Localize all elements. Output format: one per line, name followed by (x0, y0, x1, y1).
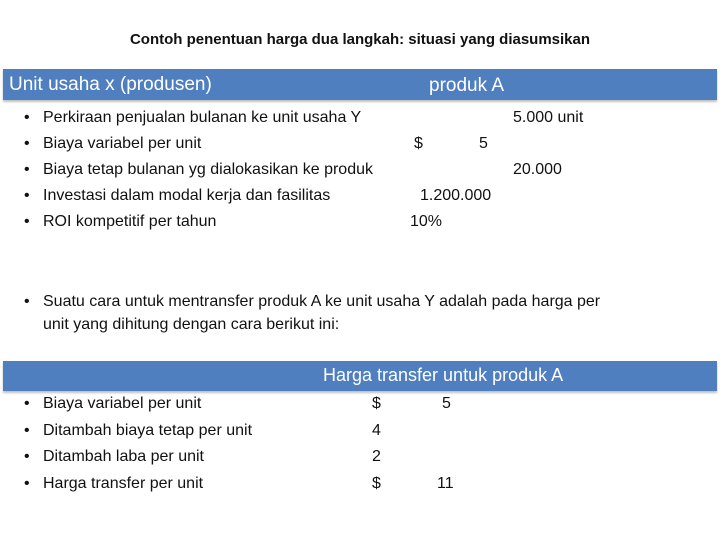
item-label: Biaya variabel per unit (43, 135, 202, 152)
bullet-icon: • (24, 135, 30, 152)
bullet-icon: • (24, 475, 30, 492)
bullet-icon: • (24, 293, 30, 310)
item-currency: $ (414, 135, 423, 152)
header-bar-producer (3, 69, 717, 100)
bullet-icon: • (24, 395, 30, 412)
product-label: produk A (429, 75, 504, 96)
item-col2: 11 (437, 475, 454, 492)
bullet-icon: • (24, 213, 30, 230)
bullet-icon: • (24, 187, 30, 204)
bullet-icon: • (24, 422, 30, 439)
item-col1: $ (372, 475, 381, 492)
item-label: Ditambah biaya tetap per unit (43, 422, 253, 439)
item-label: Ditambah laba per unit (43, 448, 204, 465)
item-value: 5.000 unit (513, 109, 584, 126)
paragraph-line-2: unit yang dihitung dengan cara berikut ini: (43, 316, 340, 333)
bullet-icon: • (24, 109, 30, 126)
item-col1: 2 (372, 448, 381, 465)
item-label: ROI kompetitif per tahun (43, 213, 217, 230)
item-col1: 4 (372, 422, 381, 439)
item-label: Investasi dalam modal kerja dan fasilitas (43, 187, 331, 204)
item-label: Biaya variabel per unit (43, 395, 202, 412)
bullet-icon: • (24, 448, 30, 465)
paragraph-line-1: Suatu cara untuk mentransfer produk A ke unit usaha Y adalah pada harga per (43, 293, 601, 310)
item-value: 1.200.000 (420, 187, 492, 204)
slide-title: Contoh penentuan harga dua langkah: situasi yang diasumsikan (129, 31, 591, 48)
item-col2: 5 (442, 395, 451, 412)
item-value: 20.000 (513, 161, 562, 178)
item-label: Harga transfer per unit (43, 475, 204, 492)
item-label: Biaya tetap bulanan yg dialokasikan ke produk (43, 161, 373, 178)
item-label: Perkiraan penjualan bulanan ke unit usaha Y (43, 109, 362, 126)
producer-label: Unit usaha x (produsen) (9, 74, 212, 95)
bullet-icon: • (24, 161, 30, 178)
header-bar-transfer-price (3, 361, 717, 391)
transfer-price-heading: Harga transfer untuk produk A (323, 365, 564, 385)
item-value: 5 (479, 135, 488, 152)
item-value: 10% (410, 213, 443, 230)
item-col1: $ (372, 395, 381, 412)
